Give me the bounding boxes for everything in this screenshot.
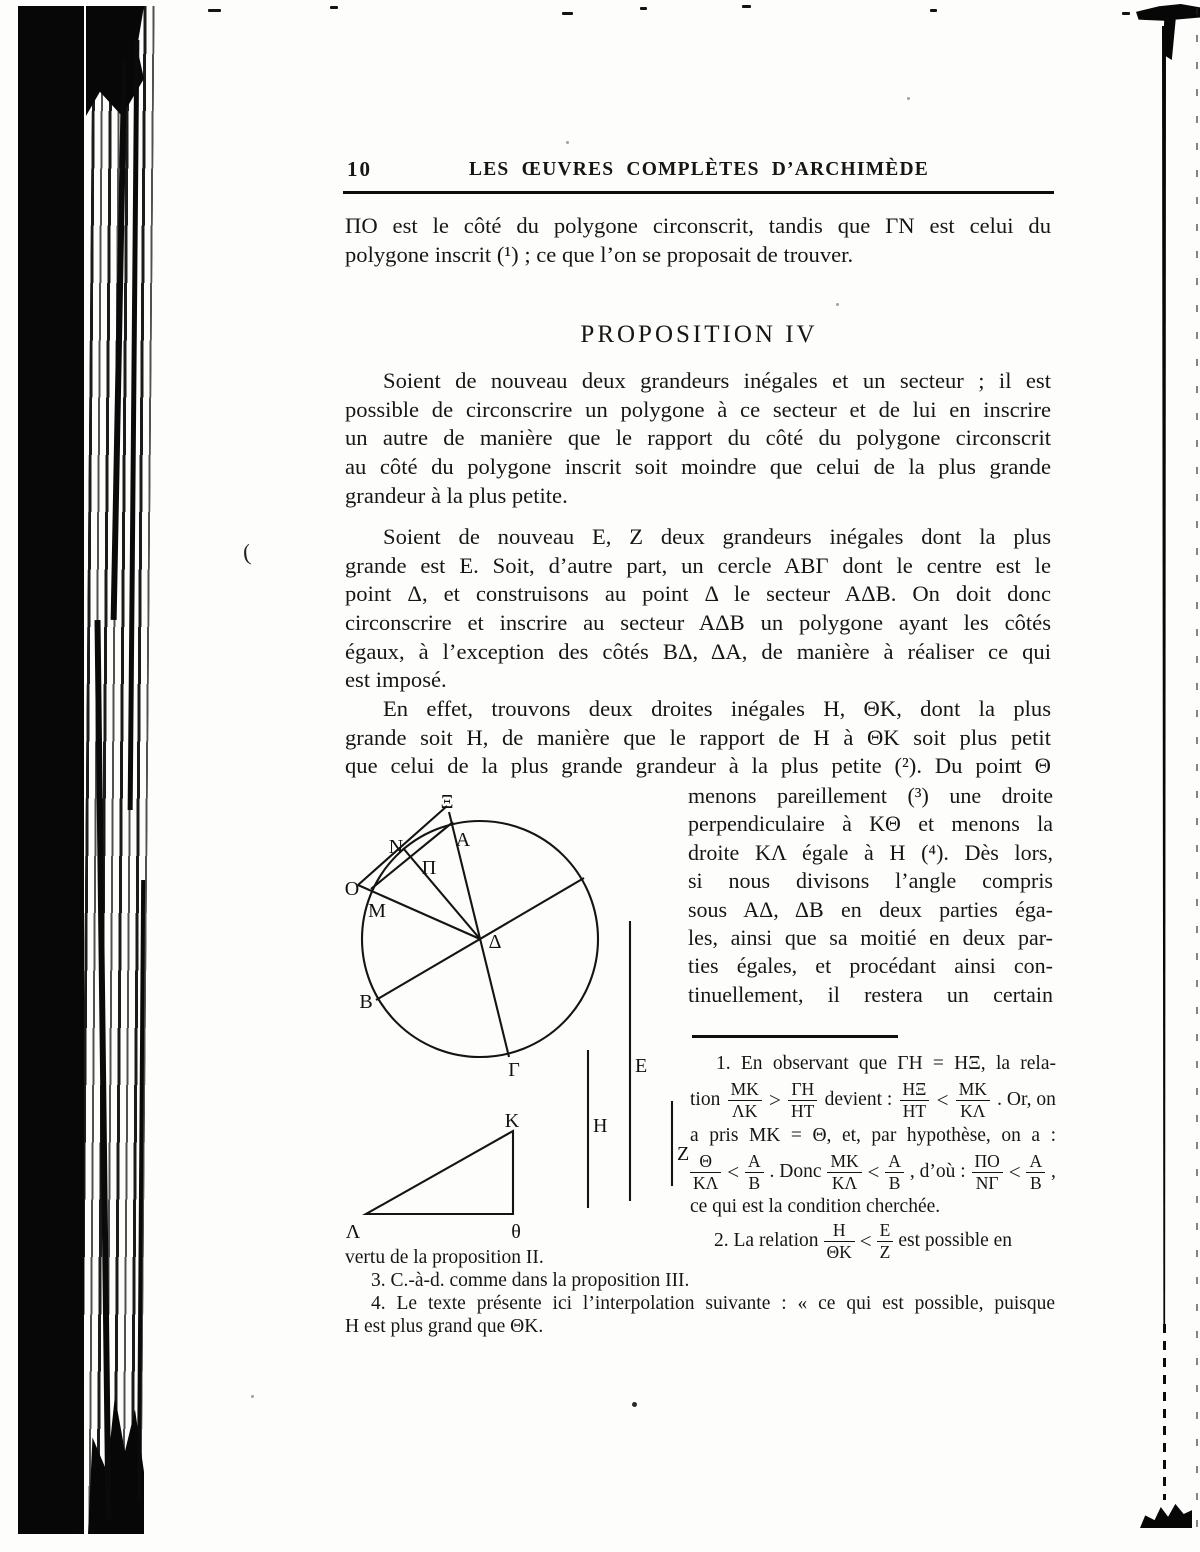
scan-speck — [742, 5, 751, 8]
footnote-formula-line — [690, 1149, 1056, 1195]
intro-paragraph — [345, 212, 1051, 269]
fraction — [728, 1080, 762, 1121]
figure-label-gamma: Γ — [508, 1059, 520, 1081]
fraction — [972, 1152, 1003, 1193]
scan-speck — [562, 12, 573, 15]
footnote-text: , d’où : — [909, 1161, 966, 1182]
text-line: droite KΛ égale à H (⁴). Dès lors, — [688, 839, 1053, 865]
text-line: est imposé. — [345, 667, 447, 693]
header-rule — [343, 191, 1054, 194]
text-line: polygone inscrit (¹) ; ce que l’on se proposait de trouver. — [345, 241, 854, 267]
fraction — [827, 1152, 861, 1193]
relation-sign: < — [936, 1087, 949, 1112]
text-line: ties égales, et procédant ainsi con- — [688, 953, 1053, 979]
text-line: Soient de nouveau E, Z deux grandeurs inégales dont la plus — [383, 524, 1051, 549]
footnote-text: est possible en — [898, 1230, 1013, 1251]
scan-speck — [836, 303, 839, 306]
fraction — [745, 1152, 764, 1193]
fraction — [885, 1152, 904, 1193]
fraction-denominator: KΛ — [960, 1100, 986, 1121]
footnote-line: vertu de la proposition II. — [345, 1247, 544, 1268]
footnote-text: . Or, on — [997, 1089, 1056, 1110]
fraction-numerator: Θ — [690, 1152, 721, 1173]
proof-paragraph — [345, 695, 1051, 781]
footnote-text: devient : — [824, 1089, 893, 1110]
scan-speck — [208, 9, 221, 12]
fraction-denominator: ΛK — [732, 1100, 758, 1121]
relation-sign: < — [727, 1159, 740, 1184]
footnote-text: , — [1051, 1161, 1056, 1182]
figure-label-b: B — [359, 991, 373, 1013]
fraction-numerator: ΠΟ — [972, 1152, 1003, 1173]
fraction — [690, 1152, 721, 1193]
footnote-line: H est plus grand que ΘK. — [345, 1316, 544, 1337]
fraction-denominator: ΘK — [826, 1241, 852, 1262]
text-line: Soient de nouveau deux grandeurs inégales et un secteur ; il est — [383, 368, 1051, 393]
fraction-numerator: MK — [956, 1080, 990, 1101]
scan-fold-line — [1162, 26, 1166, 1324]
wrapped-text-column — [688, 782, 1053, 1009]
relation-sign: < — [867, 1159, 880, 1184]
figure-label-lambda: Λ — [345, 1221, 361, 1243]
figure-label-k: K — [504, 1110, 520, 1132]
text-line: les, ainsi que sa moitié en deux par- — [688, 924, 1053, 950]
relation-sign: < — [1008, 1159, 1021, 1184]
text-line: possible de circonscrire un polygone à ce secteur et de lui en inscrire — [345, 396, 1051, 422]
footnote-formula-line — [690, 1077, 1056, 1123]
scan-artifact-top-right — [1136, 4, 1200, 60]
text-line: grandeur à la plus petite. — [345, 482, 568, 508]
scan-speck — [330, 6, 338, 9]
fraction-denominator: NΓ — [975, 1172, 999, 1193]
figure-label-o: O — [344, 878, 360, 900]
construction-paragraph — [345, 523, 1051, 695]
footnote-text: . Donc — [769, 1161, 822, 1182]
fraction-numerator: A — [885, 1152, 904, 1173]
fraction-numerator: E — [877, 1221, 894, 1242]
text-line: perpendiculaire à KΘ et menons la — [688, 811, 1053, 837]
figure-label-a: A — [455, 829, 471, 851]
center-dot-mark — [632, 1402, 637, 1407]
figure-label-h: H — [593, 1115, 608, 1137]
proposition-statement — [345, 367, 1051, 510]
text-line: menons pareillement (³) une droite — [688, 783, 1053, 808]
text-line: grande soit H, de manière que le rapport de H à ΘK soit plus petit — [345, 724, 1051, 750]
relation-sign: < — [859, 1228, 872, 1253]
text-line: tinuellement, il restera un certain — [688, 981, 1053, 1007]
fraction — [956, 1080, 990, 1121]
scan-artifact-bottom-right — [1140, 1500, 1192, 1528]
scan-speck — [251, 1395, 254, 1398]
fraction — [900, 1080, 930, 1121]
fraction-denominator: B — [748, 1172, 761, 1193]
figure-label-e: E — [635, 1055, 648, 1077]
figure-label-xi: Ξ — [440, 791, 454, 813]
fraction-numerator: MK — [827, 1152, 861, 1173]
fraction-denominator: B — [888, 1172, 901, 1193]
text-line: égaux, à l’exception des côtés BΔ, ΔA, de manière à réaliser ce qui — [345, 638, 1051, 664]
figure-label-n: N — [388, 836, 404, 858]
scan-speck — [640, 7, 647, 10]
footnote-text: tion — [690, 1089, 721, 1110]
scan-speck — [930, 9, 937, 12]
scan-edge-marks — [1196, 8, 1198, 1538]
footnote-separator — [692, 1035, 898, 1038]
scan-gutter-shadow — [18, 6, 84, 1534]
text-line: En effet, trouvons deux droites inégales H, ΘK, dont la plus — [383, 696, 1051, 721]
text-line: si nous divisons l’angle compris — [688, 868, 1053, 894]
footnote-line: 4. Le texte présente ici l’interpolation suivante : « ce qui est possible, puisque — [371, 1293, 1055, 1314]
figure-label-z: Z — [677, 1143, 690, 1165]
fraction-denominator: HT — [791, 1100, 815, 1121]
fraction-numerator: A — [745, 1152, 764, 1173]
text-line: circonscrire et inscrire au secteur AΔB un polygone ayant les côtés — [345, 610, 1051, 636]
scan-speck — [907, 97, 910, 100]
page-number: 10 — [347, 157, 372, 181]
fraction-numerator: H — [824, 1221, 855, 1242]
running-title: LES ŒUVRES COMPLÈTES D’ARCHIMÈDE — [469, 159, 929, 180]
text-line: grande est E. Soit, d’autre part, un cercle ABΓ dont le centre est le — [345, 552, 1051, 578]
footnote-line: ce qui est la condition cherchée. — [690, 1196, 941, 1217]
text-line: ΠΟ est le côté du polygone circonscrit, tandis que ΓN est celui du — [345, 213, 1051, 238]
stray-mark: ( — [241, 539, 252, 566]
footnote-text: 2. La relation — [714, 1230, 819, 1251]
proposition-heading: PROPOSITION IV — [580, 321, 818, 348]
fraction-numerator: ΓH — [788, 1080, 817, 1101]
chord-M-A — [371, 822, 453, 889]
footnote-line: 3. C.-à-d. comme dans la proposition III. — [371, 1270, 690, 1291]
fraction — [1026, 1152, 1045, 1193]
scan-fold-line-dashed — [1163, 1324, 1166, 1500]
footnote-bottom-block — [345, 1246, 1055, 1338]
fraction-denominator: KΛ — [831, 1172, 858, 1193]
text-line: un autre de manière que le rapport du côté du polygone circonscrit — [345, 425, 1051, 451]
footnote-line: 1. En observant que ΓH = HΞ, la rela- — [716, 1053, 1056, 1074]
figure-label-pi: Π — [421, 857, 437, 879]
scan-speck — [566, 141, 569, 144]
fraction-numerator: A — [1026, 1152, 1045, 1173]
fraction-denominator: B — [1029, 1172, 1042, 1193]
figure-label-m: M — [368, 900, 386, 922]
footnote-column — [690, 1051, 1056, 1263]
fraction — [788, 1080, 817, 1121]
figure-label-theta: θ — [511, 1221, 521, 1243]
scan-speck — [1122, 12, 1130, 15]
fraction-denominator: KΛ — [693, 1172, 719, 1193]
fraction-denominator: Z — [879, 1241, 891, 1262]
text-line: point Δ, et construisons au point Δ le secteur AΔB. On doit donc — [345, 581, 1051, 607]
relation-sign: > — [768, 1087, 781, 1112]
fraction-numerator: MK — [728, 1080, 762, 1101]
text-line: que celui de la plus grande grandeur à la plus petite (²). Du point Θ — [345, 753, 1051, 779]
geometric-figure — [335, 780, 710, 1246]
triangle-K-lambda-theta — [366, 1131, 513, 1214]
fraction-denominator: HT — [902, 1100, 927, 1121]
footnote-line: a pris MK = Θ, et, par hypothèse, on a : — [690, 1125, 1056, 1146]
figure-label-delta: Δ — [488, 931, 502, 953]
text-line: au côté du polygone inscrit soit moindre que celui de la plus grande — [345, 454, 1051, 480]
text-line: sous AΔ, ΔB en deux parties éga- — [688, 896, 1053, 922]
fraction-numerator: HΞ — [900, 1080, 930, 1101]
